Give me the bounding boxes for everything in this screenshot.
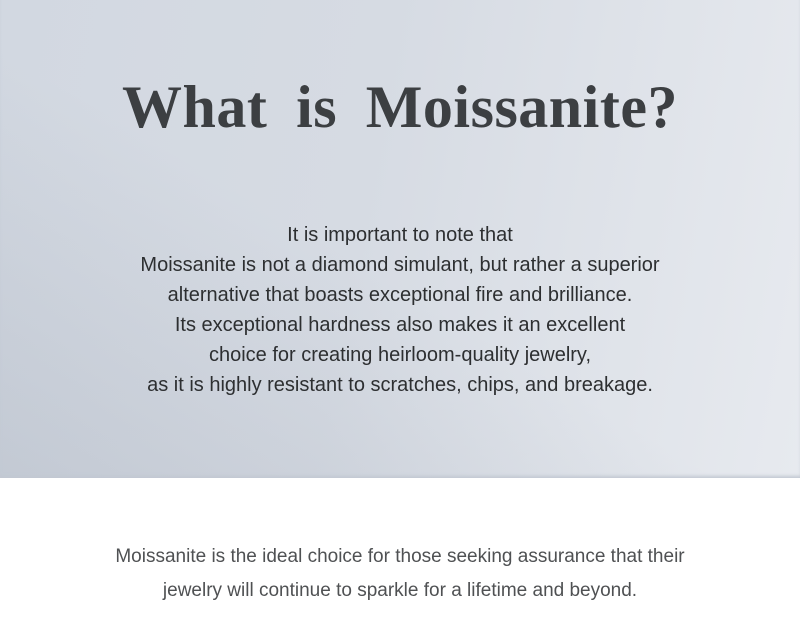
intro-line: choice for creating heirloom-quality jewelry, [208, 344, 591, 366]
intro-line: It is important to note that [287, 224, 513, 246]
intro-line: alternative that boasts exceptional fire and brilliance. [167, 284, 633, 306]
footer-section [0, 478, 800, 639]
footer-line: jewelry will continue to sparkle for a lifetime and beyond. [162, 580, 638, 601]
intro-line: as it is highly resistant to scratches, chips, and breakage. [147, 374, 653, 396]
page-title: What is Moissanite? [122, 74, 678, 140]
intro-paragraph [0, 220, 800, 400]
intro-line: Its exceptional hardness also makes it an excellent [174, 314, 626, 336]
intro-line: Moissanite is not a diamond simulant, but rather a superior [140, 254, 660, 276]
footer-line: Moissanite is the ideal choice for those seeking assurance that their [115, 546, 685, 567]
